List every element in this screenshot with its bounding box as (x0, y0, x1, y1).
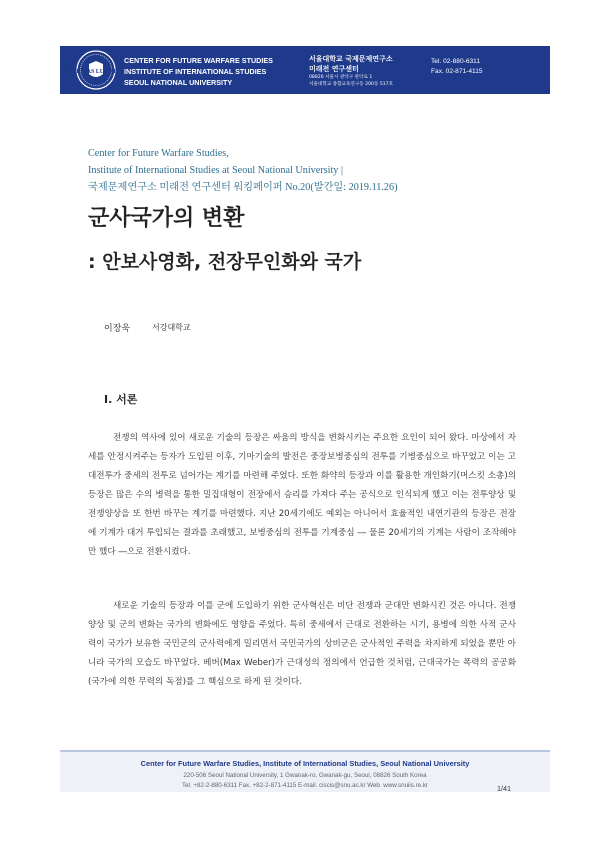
header-ko-center: 미래전 연구센터 (309, 64, 359, 73)
paper-subtitle: : 안보사영화, 전장무인화와 국가 (88, 251, 362, 273)
header-en-center: CENTER FOR FUTURE WARFARE STUDIES (124, 56, 273, 65)
header-ko-address-2: 서울대학교 종합교육연구동 200동 517호 (309, 82, 394, 87)
paper-title: 군사국가의 변환 (88, 206, 245, 231)
header-ko-address-1: 08826 서울시 관악구 관악로 1 (309, 75, 373, 80)
header-korean (309, 55, 393, 88)
series-info (88, 145, 398, 196)
author-affiliation: 서강대학교 (152, 323, 191, 332)
header-en-institute: INSTITUTE OF INTERNATIONAL STUDIES (124, 67, 267, 76)
series-line-2: Institute of International Studies at Seoul National University | (88, 165, 343, 176)
page-number: 1/41 (497, 784, 511, 793)
series-line-1: Center for Future Warfare Studies, (88, 148, 229, 159)
header-tel: Tel. 02-880-6311 (431, 58, 480, 65)
body-paragraph-1: 전쟁의 역사에 있어 새로운 기술의 등장은 싸움의 방식을 변화시키는 주요한 요인이 되어 왔다. 마상에서 자세를 안정시켜주는 등자가 도입된 이후, 기마기술의 발전은 중장보병중심의 전투를 기병중심으로 바꾸었고 이는 고대전투가 중세의 전투로 넘어가는 계기를 마련해 주었다. 또한 화약의 등장과 이를 활용한 개인화기(머스킷 소총)의 등장은 많은 수의 병력을 통한 밀집대형이 전장에서 승리를 가져다 주는 공식으로 인식되게 했고 이는 전투양상 및 전쟁양상을 또 한번 바꾸는 계기를 마련했다. 지난 20세기에도 예외는 아니어서 효율적인 내연기관의 등장은 전장에 기계가 대거 투입되는 결과를 초래했고, 보병중심의 전투를 기계중심 ― 물론 20세기의 기계는 사람이 조작해야만 했다 ―으로 전환시켰다. (88, 433, 516, 557)
header-en-university: SEOUL NATIONAL UNIVERSITY (124, 78, 233, 87)
snu-logo-icon (68, 50, 124, 90)
series-line-3: 국제문제연구소 미래전 연구센터 워킹페이퍼 No.20(발간일: 2019.11.26) (88, 182, 398, 193)
section-heading-intro: Ⅰ. 서론 (104, 393, 138, 406)
header-banner (60, 46, 550, 94)
body-paragraph-2: 새로운 기술의 등장과 이를 군에 도입하기 위한 군사혁신은 비단 전쟁과 군대만 변화시킨 것은 아니다. 전쟁양상 및 군의 변화는 국가의 변화에도 영향을 주었다. 특히 중세에서 근대로 전환하는 시기, 용병에 의한 사적 군사력이 국가가 보유한 국민군의 군사력에게 밀리면서 국민국가의 상비군은 군사적인 주력을 차지하게 되었을 뿐만 아니라 국가의 모습도 바꾸었다. 베버(Max Weber)가 근대성의 정의에서 언급한 것처럼, 근대국가는 폭력의 공공화 (국가에 의한 무력의 독점)를 그 핵심으로 하게 된 것이다. (88, 601, 516, 687)
header-fax: Fax. 02-871-4115 (431, 68, 483, 75)
logo-motto: VERITAS LUX MEA (68, 69, 124, 75)
author-name: 이장욱 (104, 324, 131, 334)
footer-address: 220-506 Seoul National University, 1 Gwanak-ro, Gwanak-gu, Seoul, 08826 South Korea (183, 772, 427, 779)
footer-block (60, 752, 550, 792)
header-ko-org: 서울대학교 국제문제연구소 (309, 55, 393, 63)
footer-institution: Center for Future Warfare Studies, Institute of International Studies, Seoul National University (140, 759, 470, 768)
header-english (124, 55, 273, 88)
footer-contact: Tel. +82-2-880-6311 Fax. +82-2-871-4115 E-mail. ciscis@snu.ac.kr Web. www.snuiis.re.kr (182, 782, 428, 789)
header-contact (431, 57, 483, 77)
